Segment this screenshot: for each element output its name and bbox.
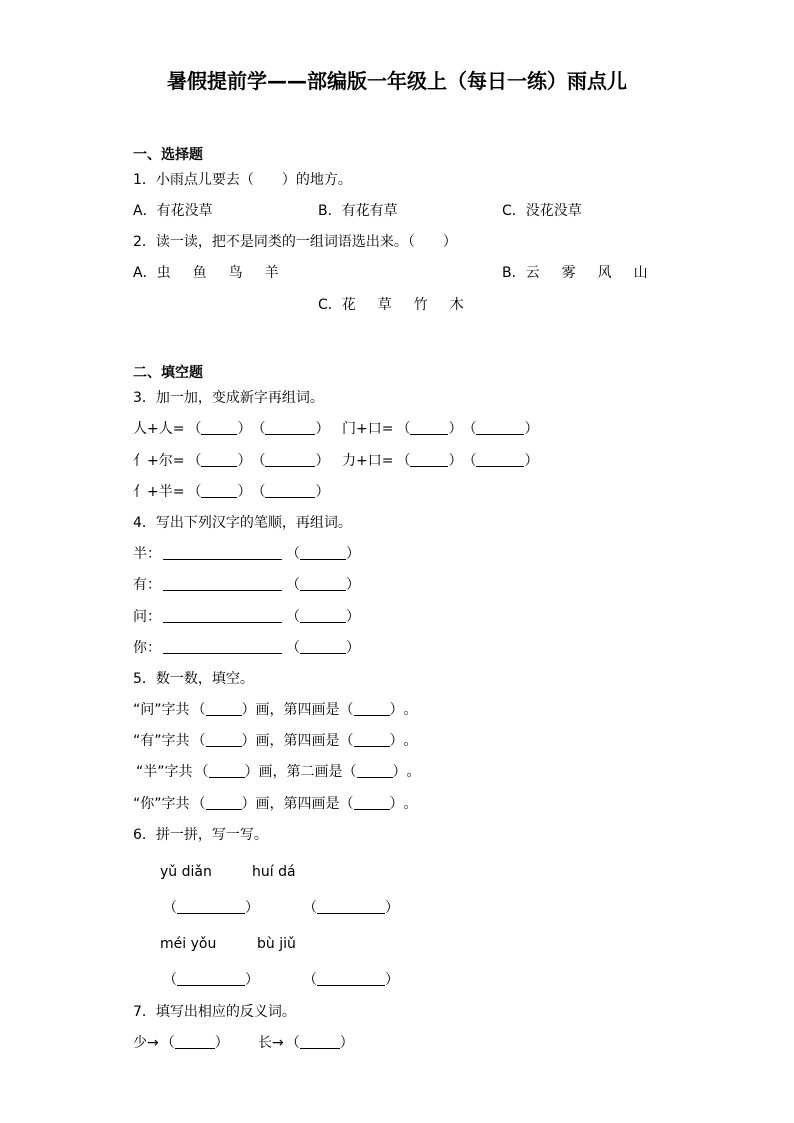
close-paren: ） (389, 733, 404, 749)
close-paren: ） (315, 484, 330, 500)
close-paren: ） (385, 972, 399, 988)
question-3-stem: 3．加一加，变成新字再组词。 (133, 390, 324, 406)
option-word: 虫 (156, 265, 171, 281)
open-paren: （ (342, 764, 357, 780)
q2-option-c (318, 297, 464, 313)
q5-lead: “半”字共 (136, 764, 193, 780)
close-paren: ） (237, 421, 252, 437)
q1-option-b: B．有花有草 (318, 203, 398, 219)
q3-expression: 力+口= (342, 453, 394, 469)
open-paren: （ (251, 421, 266, 437)
answer-blank (175, 1035, 215, 1049)
close-paren: ） (346, 546, 360, 562)
answer-blank (354, 733, 390, 747)
close-paren: ） (448, 421, 463, 437)
q5-lead: “问”字共 (133, 702, 190, 718)
q4-item (133, 640, 360, 656)
pinyin-answer (163, 972, 259, 988)
option-word: 竹 (413, 297, 428, 313)
close-paren: ） (346, 640, 360, 656)
q5-end: 。 (406, 764, 421, 780)
q4-character: 有： (133, 577, 161, 593)
open-paren: （ (163, 972, 177, 988)
close-paren: ） (241, 796, 256, 812)
open-paren: （ (339, 733, 354, 749)
q5-end: 。 (403, 702, 418, 718)
q5-end: 。 (403, 733, 418, 749)
open-paren: （ (251, 453, 266, 469)
open-paren: （ (163, 900, 177, 916)
close-paren: ） (214, 1035, 229, 1051)
q5-middle: 画，第四画是 (255, 702, 340, 718)
q4-character: 半： (133, 546, 161, 562)
q3-expression: 亻+半= (133, 484, 185, 500)
question-1-stem: 1．小雨点儿要去（ ）的地方。 (133, 172, 352, 188)
q5-item (133, 702, 418, 718)
pinyin-prompt: bù jiǔ (257, 936, 296, 952)
answer-blank (317, 972, 385, 986)
option-word: 羊 (264, 265, 279, 281)
close-paren: ） (245, 972, 259, 988)
q4-character: 问： (133, 609, 161, 625)
close-paren: ） (448, 453, 463, 469)
q3-item (133, 453, 329, 469)
q5-item (136, 764, 421, 780)
open-paren: （ (187, 484, 202, 500)
q7-item (133, 1035, 229, 1051)
option-word: 鸟 (228, 265, 243, 281)
q5-middle: 画，第二画是 (258, 764, 343, 780)
q2-option-b (502, 265, 648, 281)
q4-item (133, 577, 360, 593)
close-paren: ） (389, 702, 404, 718)
open-paren: （ (286, 577, 300, 593)
answer-blank (265, 484, 315, 498)
answer-blank (201, 453, 237, 467)
pinyin-answer (163, 900, 259, 916)
option-word: 风 (597, 265, 612, 281)
question-6-stem: 6．拼一拼，写一写。 (133, 827, 268, 843)
section-heading-fill-blank: 二、填空题 (133, 365, 203, 381)
open-paren: （ (286, 609, 300, 625)
option-word: 鱼 (192, 265, 207, 281)
option-word: 山 (633, 265, 648, 281)
q7-item (258, 1035, 354, 1051)
open-paren: （ (191, 796, 206, 812)
answer-blank (206, 702, 242, 716)
close-paren: ） (389, 796, 404, 812)
open-paren: （ (396, 421, 411, 437)
close-paren: ） (237, 484, 252, 500)
answer-blank (177, 972, 245, 986)
option-word: 云 (525, 265, 540, 281)
q4-character: 你： (133, 640, 161, 656)
pinyin-answer (303, 972, 399, 988)
close-paren: ） (385, 900, 399, 916)
q5-item (133, 733, 418, 749)
stroke-order-blank (163, 640, 282, 654)
open-paren: （ (187, 453, 202, 469)
q4-item (133, 609, 360, 625)
q3-expression: 门+口= (342, 421, 394, 437)
open-paren: （ (191, 702, 206, 718)
answer-blank (201, 421, 237, 435)
open-paren: （ (286, 640, 300, 656)
pinyin-prompt: méi yǒu (160, 936, 217, 952)
pinyin-prompt: huí dá (252, 864, 296, 880)
option-label: A． (133, 265, 157, 281)
close-paren: ） (339, 1035, 354, 1051)
option-word: 木 (449, 297, 464, 313)
close-paren: ） (346, 577, 360, 593)
answer-blank (177, 900, 245, 914)
open-paren: （ (251, 484, 266, 500)
open-paren: （ (339, 796, 354, 812)
q3-item (342, 421, 538, 437)
stroke-order-blank (163, 577, 282, 591)
open-paren: （ (303, 900, 317, 916)
open-paren: （ (396, 453, 411, 469)
answer-blank (476, 453, 524, 467)
antonym-prompt: 少→ (133, 1035, 159, 1051)
open-paren: （ (462, 453, 477, 469)
option-label: B． (502, 265, 526, 281)
stroke-order-blank (163, 609, 282, 623)
open-paren: （ (303, 972, 317, 988)
open-paren: （ (286, 546, 300, 562)
option-word: 花 (341, 297, 356, 313)
q3-item (133, 421, 329, 437)
question-5-stem: 5．数一数，填空。 (133, 671, 254, 687)
answer-blank (209, 764, 245, 778)
answer-blank (300, 609, 346, 623)
answer-blank (410, 421, 448, 435)
answer-blank (300, 577, 346, 591)
answer-blank (476, 421, 524, 435)
open-paren: （ (191, 733, 206, 749)
antonym-prompt: 长→ (258, 1035, 284, 1051)
pinyin-prompt: yǔ diǎn (160, 864, 212, 880)
answer-blank (300, 546, 346, 560)
q3-expression: 亻+尔= (133, 453, 185, 469)
page-title: 暑假提前学——部编版一年级上（每日一练）雨点儿 (167, 69, 627, 93)
q4-item (133, 546, 360, 562)
close-paren: ） (237, 453, 252, 469)
q2-option-a (133, 265, 279, 281)
close-paren: ） (241, 733, 256, 749)
answer-blank (265, 453, 315, 467)
q3-expression: 人+人= (133, 421, 185, 437)
q5-end: 。 (403, 796, 418, 812)
close-paren: ） (315, 421, 330, 437)
question-4-stem: 4．写出下列汉字的笔顺，再组词。 (133, 515, 352, 531)
answer-blank (201, 484, 237, 498)
section-heading-choice: 一、选择题 (133, 147, 203, 163)
q3-item (342, 453, 538, 469)
answer-blank (357, 764, 393, 778)
answer-blank (265, 421, 315, 435)
open-paren: （ (194, 764, 209, 780)
open-paren: （ (285, 1035, 300, 1051)
close-paren: ） (315, 453, 330, 469)
answer-blank (206, 796, 242, 810)
close-paren: ） (524, 421, 539, 437)
close-paren: ） (241, 702, 256, 718)
q5-lead: “有”字共 (133, 733, 190, 749)
answer-blank (206, 733, 242, 747)
close-paren: ） (244, 764, 259, 780)
option-word: 雾 (561, 265, 576, 281)
question-2-stem: 2．读一读，把不是同类的一组词语选出来。（ ） (133, 234, 457, 250)
q5-item (133, 796, 418, 812)
close-paren: ） (245, 900, 259, 916)
answer-blank (317, 900, 385, 914)
open-paren: （ (462, 421, 477, 437)
open-paren: （ (160, 1035, 175, 1051)
open-paren: （ (339, 702, 354, 718)
q5-middle: 画，第四画是 (255, 733, 340, 749)
answer-blank (354, 796, 390, 810)
answer-blank (300, 640, 346, 654)
answer-blank (354, 702, 390, 716)
close-paren: ） (524, 453, 539, 469)
option-word: 草 (377, 297, 392, 313)
q1-option-c: C．没花没草 (502, 203, 582, 219)
question-7-stem: 7．填写出相应的反义词。 (133, 1004, 296, 1020)
q5-lead: “你”字共 (133, 796, 190, 812)
q1-option-a: A．有花没草 (133, 203, 213, 219)
answer-blank (300, 1035, 340, 1049)
q5-middle: 画，第四画是 (255, 796, 340, 812)
q3-item (133, 484, 329, 500)
stroke-order-blank (163, 546, 282, 560)
answer-blank (410, 453, 448, 467)
open-paren: （ (187, 421, 202, 437)
close-paren: ） (392, 764, 407, 780)
close-paren: ） (346, 609, 360, 625)
option-label: C． (318, 297, 342, 313)
pinyin-answer (303, 900, 399, 916)
